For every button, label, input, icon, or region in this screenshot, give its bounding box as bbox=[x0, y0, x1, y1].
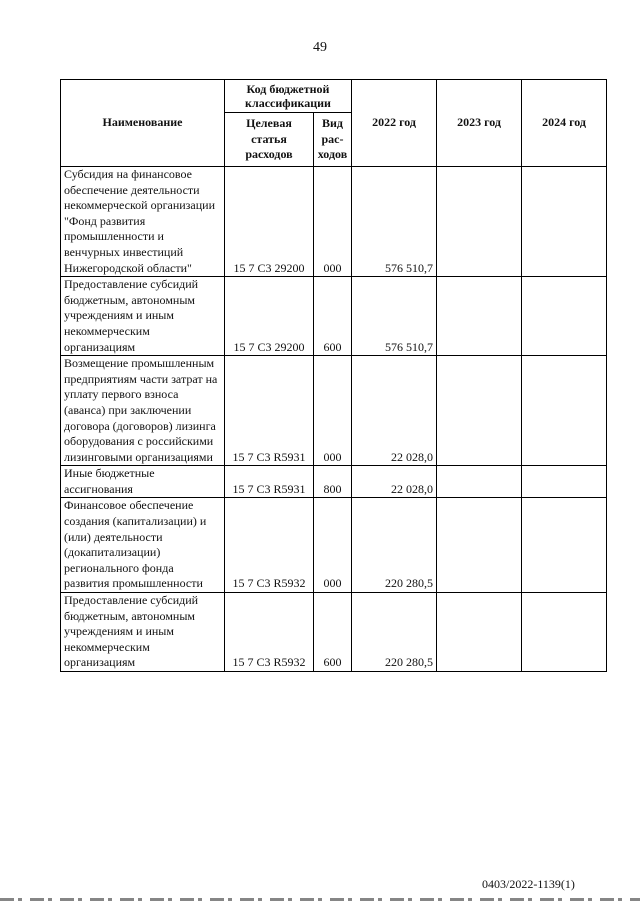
row-type: 000 bbox=[314, 356, 352, 466]
row-2022: 22 028,0 bbox=[352, 466, 437, 498]
row-type: 800 bbox=[314, 466, 352, 498]
row-2022: 576 510,7 bbox=[352, 167, 437, 277]
row-2023 bbox=[437, 498, 522, 593]
row-2022: 22 028,0 bbox=[352, 356, 437, 466]
header-year-2024: 2024 год bbox=[522, 80, 607, 167]
table-row bbox=[61, 167, 607, 277]
row-2023 bbox=[437, 593, 522, 672]
row-2022: 220 280,5 bbox=[352, 593, 437, 672]
row-name: Финансовое обеспечение создания (капитализации) и (или) деятельности (докапитализации) регионального фонда развития промышленности bbox=[61, 498, 225, 593]
table-row bbox=[61, 498, 607, 593]
row-target: 15 7 С3 R5931 bbox=[225, 356, 314, 466]
budget-table bbox=[60, 79, 607, 672]
row-target: 15 7 С3 R5932 bbox=[225, 593, 314, 672]
row-type: 600 bbox=[314, 277, 352, 356]
row-2023 bbox=[437, 466, 522, 498]
header-code-group: Код бюджетной классификации bbox=[225, 80, 352, 113]
row-2023 bbox=[437, 277, 522, 356]
header-year-2023: 2023 год bbox=[437, 80, 522, 167]
row-name: Возмещение промышленным предприятиям части затрат на уплату первого взноса (аванса) при заключении договора (договоров) лизинга оборудования с российскими лизинговыми организациями bbox=[61, 356, 225, 466]
row-2022: 576 510,7 bbox=[352, 277, 437, 356]
row-name: Субсидия на финансовое обеспечение деятельности некоммерческой организации "Фонд развития промышленности и венчурных инвестиций Нижегородской области" bbox=[61, 167, 225, 277]
row-type: 000 bbox=[314, 167, 352, 277]
page-number: 49 bbox=[313, 40, 327, 55]
row-2024 bbox=[522, 356, 607, 466]
header-name: Наименование bbox=[61, 80, 225, 167]
header-year-2022: 2022 год bbox=[352, 80, 437, 167]
header-target-article: Целевая статья расходов bbox=[225, 113, 314, 167]
row-2024 bbox=[522, 498, 607, 593]
row-2023 bbox=[437, 167, 522, 277]
row-2022: 220 280,5 bbox=[352, 498, 437, 593]
row-2024 bbox=[522, 167, 607, 277]
table-row bbox=[61, 356, 607, 466]
table-row bbox=[61, 277, 607, 356]
row-name: Предоставление субсидий бюджетным, автономным учреждениям и иным некоммерческим организациям bbox=[61, 277, 225, 356]
scan-edge-mark bbox=[0, 898, 640, 901]
row-target: 15 7 С3 29200 bbox=[225, 167, 314, 277]
document-number: 0403/2022-1139(1) bbox=[482, 877, 575, 891]
row-target: 15 7 С3 R5932 bbox=[225, 498, 314, 593]
row-target: 15 7 С3 R5931 bbox=[225, 466, 314, 498]
row-2024 bbox=[522, 593, 607, 672]
row-2023 bbox=[437, 356, 522, 466]
row-type: 600 bbox=[314, 593, 352, 672]
row-name: Иные бюджетные ассигнования bbox=[61, 466, 225, 498]
table-row bbox=[61, 466, 607, 498]
row-name: Предоставление субсидий бюджетным, автономным учреждениям и иным некоммерческим организациям bbox=[61, 593, 225, 672]
row-2024 bbox=[522, 277, 607, 356]
row-type: 000 bbox=[314, 498, 352, 593]
table-row bbox=[61, 593, 607, 672]
row-target: 15 7 С3 29200 bbox=[225, 277, 314, 356]
header-expense-type: Вид рас-ходов bbox=[314, 113, 352, 167]
row-2024 bbox=[522, 466, 607, 498]
